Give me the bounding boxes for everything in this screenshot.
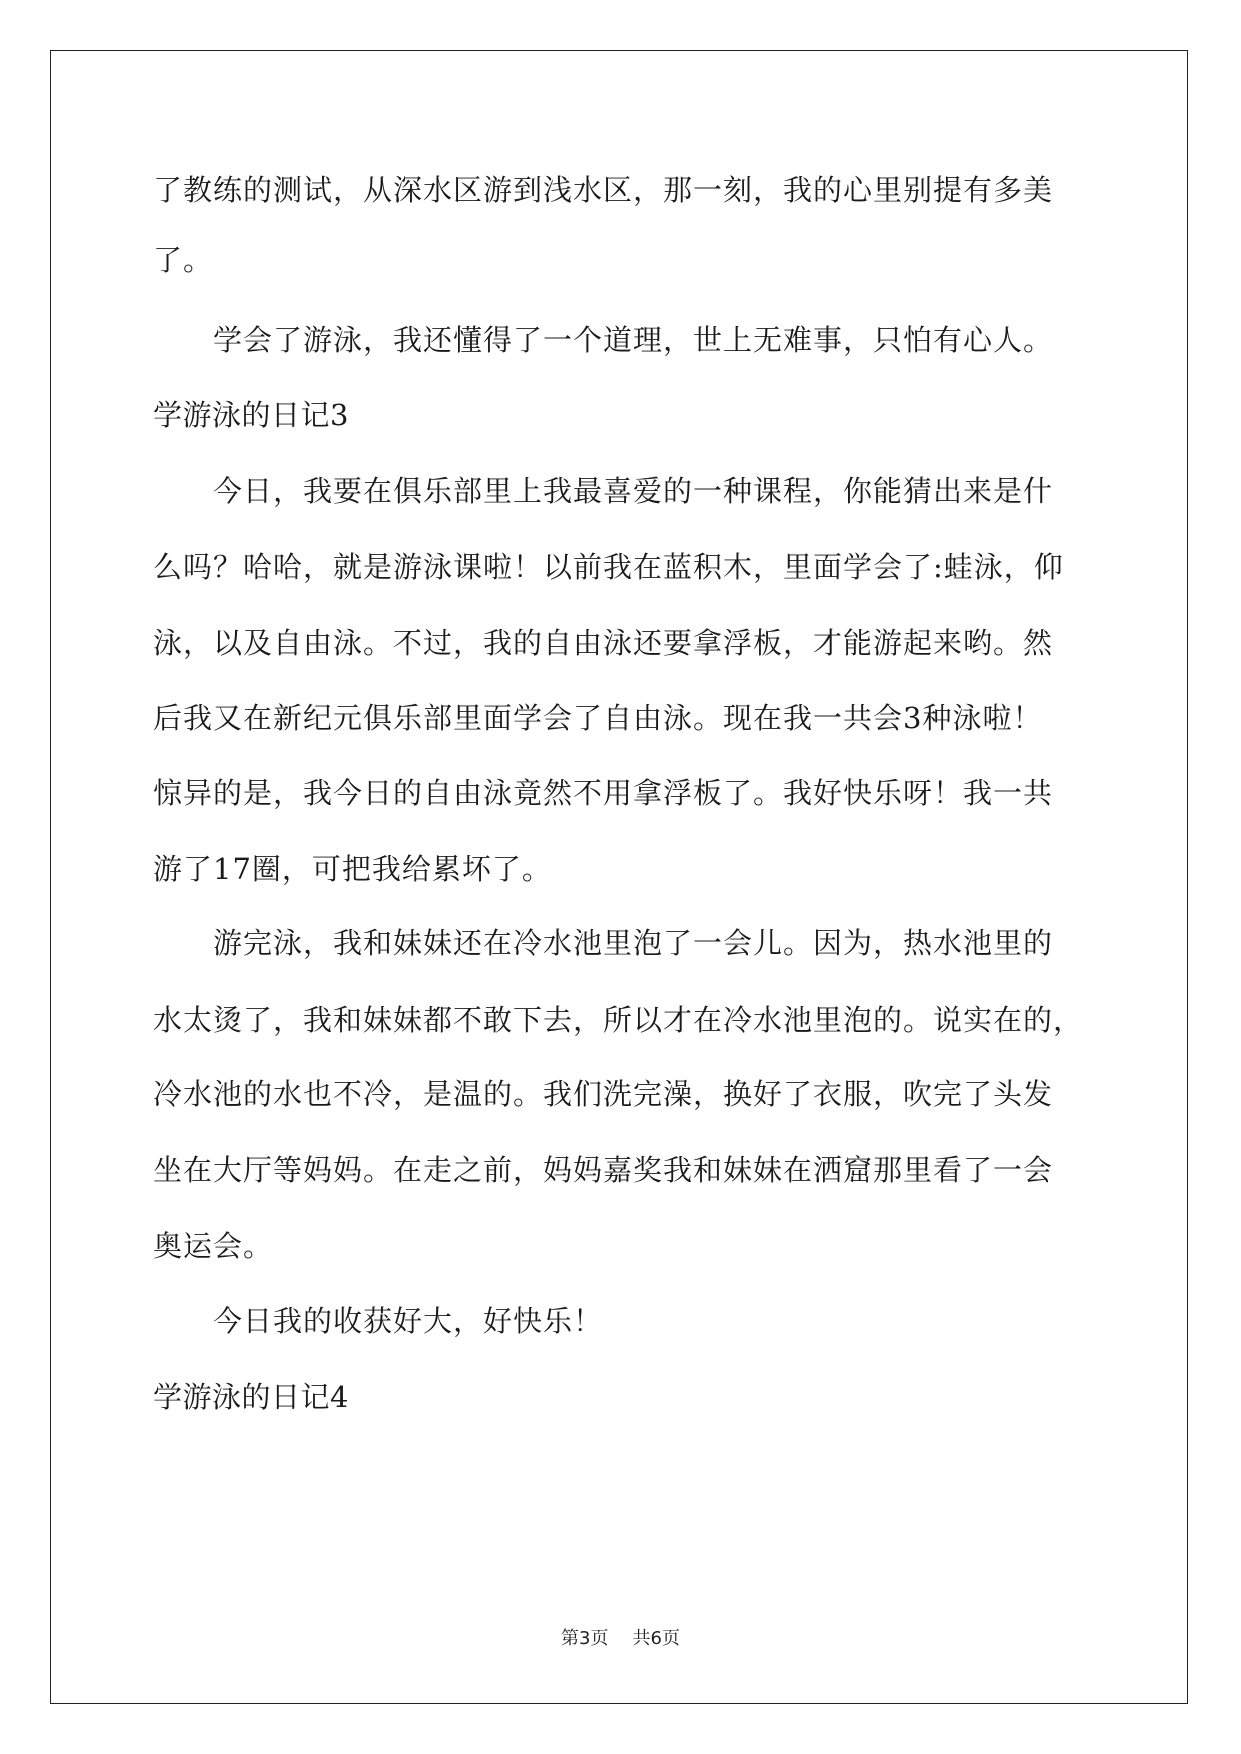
page-total: 共6页 [632, 1628, 680, 1649]
body-line: 坐在大厅等妈妈。在走之前，妈妈嘉奖我和妹妹在洒窟那里看了一会 [153, 1153, 1054, 1187]
section-heading: 学游泳的日记4 [153, 1380, 349, 1414]
body-line: 泳，以及自由泳。不过，我的自由泳还要拿浮板，才能游起来哟。然 [153, 626, 1054, 660]
body-line: 后我又在新纪元俱乐部里面学会了自由泳。现在我一共会3种泳啦！ [153, 701, 1043, 735]
body-line: 奥运会。 [153, 1229, 274, 1263]
body-line: 惊异的是，我今日的自由泳竟然不用拿浮板了。我好快乐呀！我一共 [153, 776, 1054, 810]
body-line: 游了17圈，可把我给累坏了。 [153, 852, 552, 886]
body-line: 今日我的收获好大，好快乐！ [213, 1304, 604, 1338]
body-line: 今日，我要在俱乐部里上我最喜爱的一种课程，你能猜出来是什 [213, 474, 1054, 508]
body-line: 游完泳，我和妹妹还在冷水池里泡了一会儿。因为，热水池里的 [213, 926, 1054, 960]
page-footer [0, 1627, 1241, 1651]
page-number: 第3页 [561, 1628, 609, 1649]
body-line: 么吗？哈哈，就是游泳课啦！以前我在蓝积木，里面学会了:蛙泳，仰 [153, 550, 1064, 584]
body-line: 学会了游泳，我还懂得了一个道理，世上无难事，只怕有心人。 [213, 323, 1054, 357]
section-heading: 学游泳的日记3 [153, 398, 349, 432]
body-line: 冷水池的水也不冷，是温的。我们洗完澡，换好了衣服，吹完了头发 [153, 1077, 1054, 1111]
body-line: 了教练的测试，从深水区游到浅水区，那一刻，我的心里别提有多美 [153, 173, 1054, 207]
body-line: 水太烫了，我和妹妹都不敢下去，所以才在冷水池里泡的。说实在的， [153, 1003, 1084, 1037]
body-line: 了。 [153, 243, 214, 277]
